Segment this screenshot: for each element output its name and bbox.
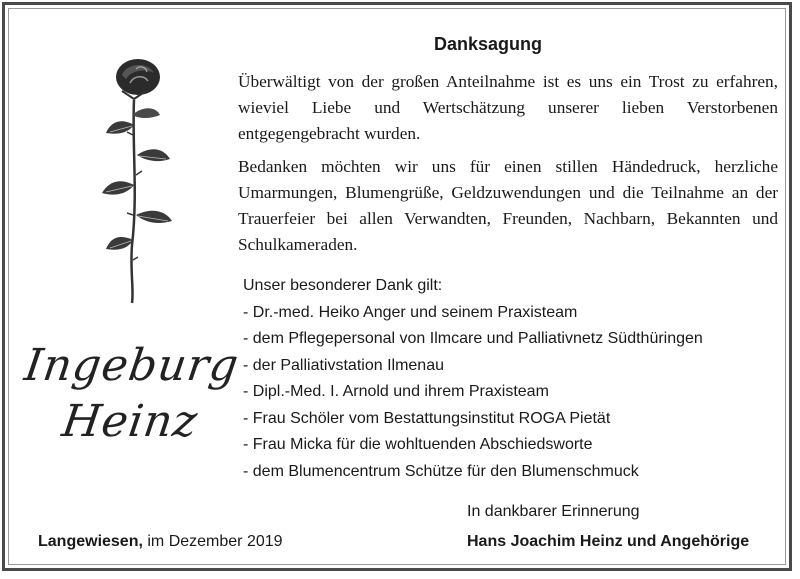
list-item: - Frau Micka für die wohltuenden Abschiedsworte bbox=[243, 436, 593, 453]
list-item: - Frau Schöler vom Bestattungsinstitut ROGA Pietät bbox=[243, 409, 611, 427]
list-item: - Dipl.-Med. I. Arnold und ihrem Praxisteam bbox=[243, 383, 549, 400]
special-thanks-list bbox=[243, 273, 788, 485]
list-item: - Dr.-med. Heiko Anger und seinem Praxisteam bbox=[243, 303, 578, 321]
date: im Dezember 2019 bbox=[147, 533, 283, 550]
place: Langewiesen, bbox=[38, 533, 143, 550]
rose-icon bbox=[92, 55, 182, 305]
list-item: - der Palliativstation Ilmenau bbox=[243, 356, 444, 374]
deceased-first-name: Ingeburg bbox=[21, 340, 243, 391]
thanks-intro: Unser besonderer Dank gilt: bbox=[243, 277, 443, 294]
place-date bbox=[38, 533, 283, 551]
signers: Hans Joachim Heinz und Angehörige bbox=[467, 533, 750, 550]
paragraph-gratitude: Überwältigt von der großen Anteilnahme ist es uns ein Trost zu erfahren, wieviel Liebe und Wertschätzung unserer lieben Verstorbenen entgegengebracht wurden. bbox=[238, 72, 778, 143]
notice-title: Danksagung bbox=[433, 34, 543, 54]
list-item: - dem Blumencentrum Schütze für den Blumenschmuck bbox=[243, 462, 639, 480]
paragraph-thanks: Bedanken möchten wir uns für einen stillen Händedruck, herzliche Umarmungen, Blumengrüße, Geldzuwendungen und die Teilnahme an der Trauerfeier bei allen Verwandten, Freunden, Nachbarn, Bekannten und Schulkameraden. bbox=[238, 157, 778, 254]
list-item: - dem Pflegepersonal von Ilmcare und Palliativnetz Südthüringen bbox=[243, 330, 703, 347]
deceased-last-name: Heinz bbox=[58, 396, 202, 447]
closing-line: In dankbarer Erinnerung bbox=[467, 503, 640, 520]
